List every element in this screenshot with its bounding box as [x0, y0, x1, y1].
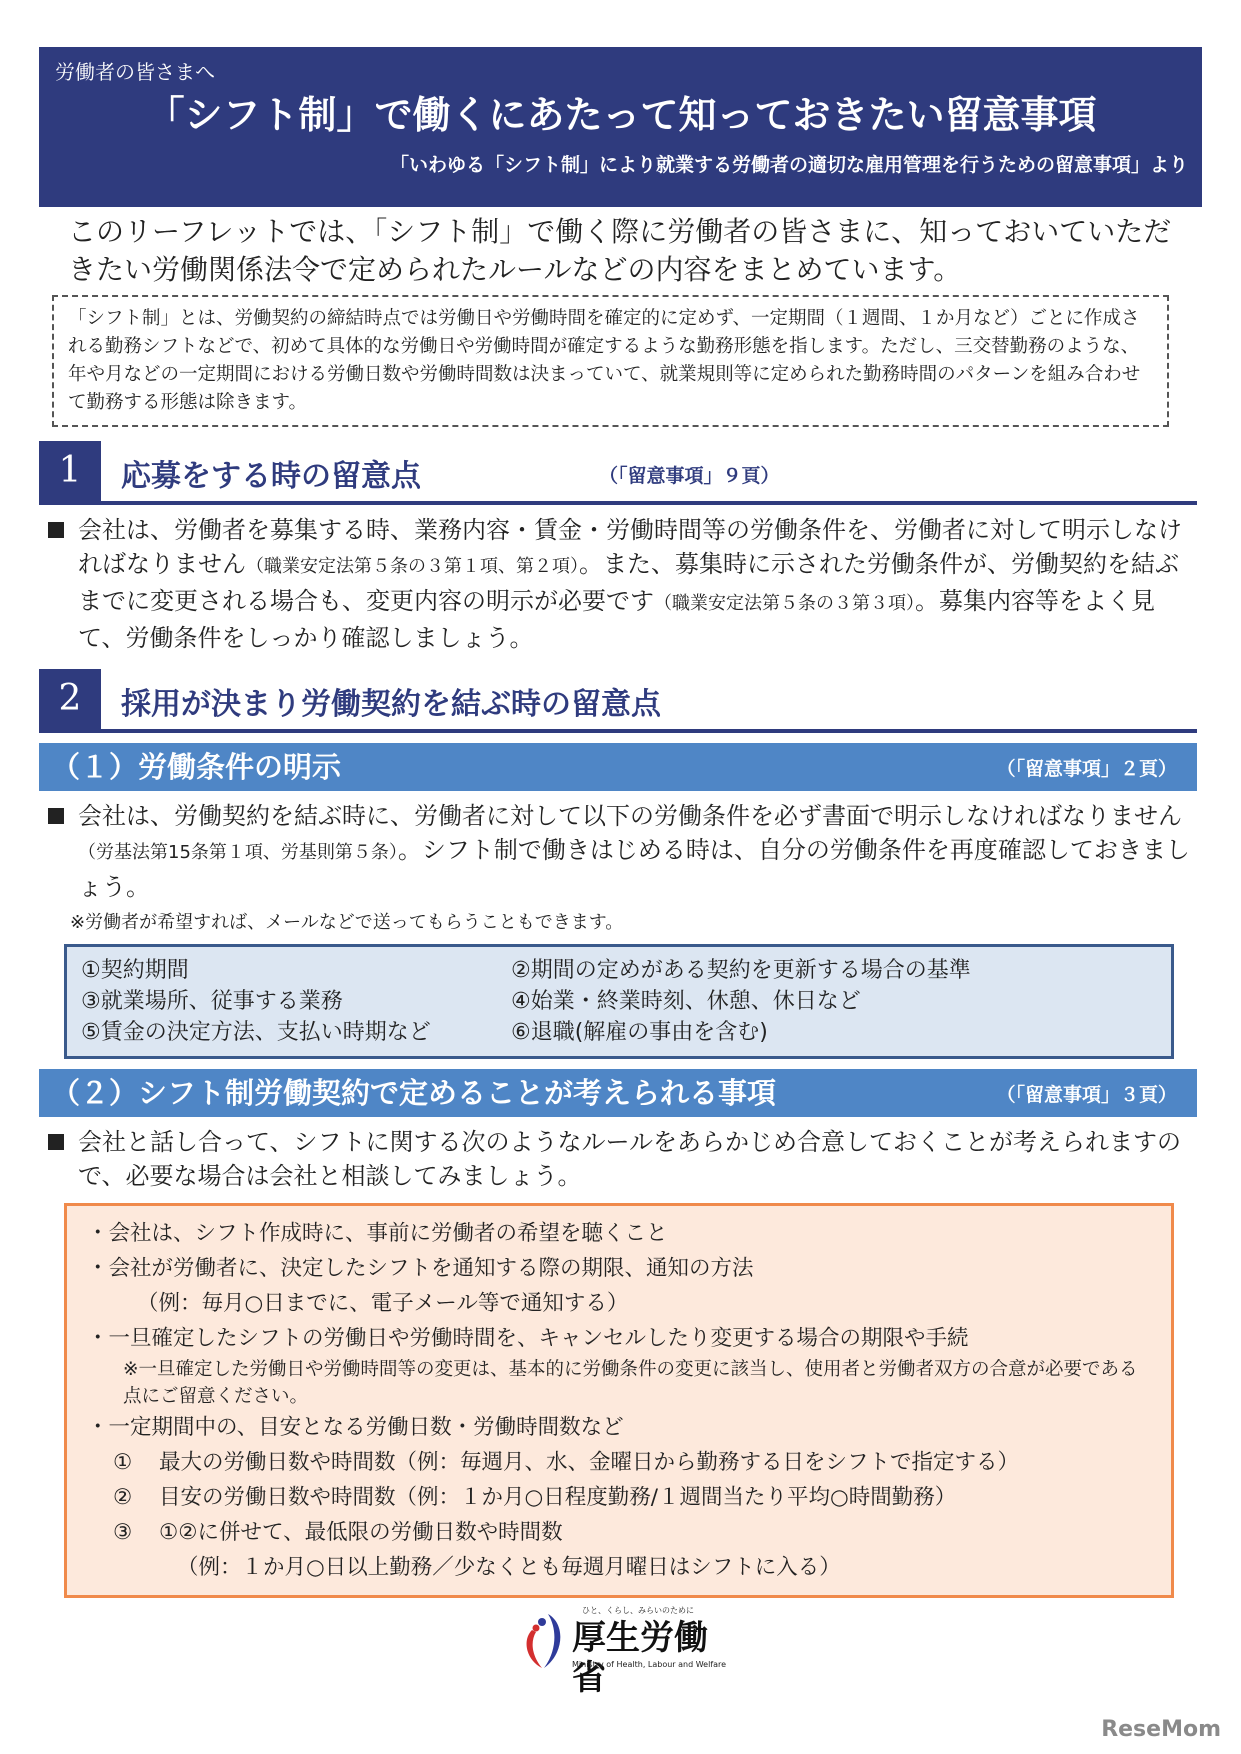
condition-item: ⑥退職(解雇の事由を含む)	[511, 1020, 768, 1045]
item-text: 最大の労働日数や時間数（例：毎週月、水、金曜日から勤務する日をシフトで指定する）	[159, 1450, 1020, 1475]
rule-item: ・一定期間中の、目安となる労働日数・労働時間数など	[87, 1415, 624, 1440]
item-number: ②	[113, 1485, 133, 1510]
mhlw-emblem-icon	[518, 1610, 568, 1670]
subsection-ref: （「留意事項」３頁）	[996, 1083, 1177, 1106]
condition-item: ④始業・終業時刻、休憩、休日など	[511, 989, 861, 1014]
logo-name: 厚生労働省	[572, 1618, 708, 1698]
section-title: 応募をする時の留意点	[121, 459, 421, 494]
rule-example: （例：１か月○日以上勤務／少なくとも毎週月曜日はシフトに入る）	[177, 1555, 841, 1580]
bullet-square-icon	[48, 522, 64, 538]
rule-subitem	[87, 1445, 1151, 1480]
section-2-heading	[39, 669, 1197, 733]
section-title: 採用が決まり労働契約を結ぶ時の留意点	[121, 687, 661, 722]
rule-item: ・一旦確定したシフトの労働日や労働時間を、キャンセルしたり変更する場合の期限や手続	[87, 1326, 969, 1351]
section-1-heading	[39, 441, 1197, 505]
law-ref: （労基法第15条第１項、労基則第５条）	[78, 842, 398, 863]
rule-example: （例：毎月○日までに、電子メール等で通知する）	[137, 1291, 629, 1316]
subsection-1-bar	[39, 743, 1197, 791]
text: 会社は、労働契約を結ぶ時に、労働者に対して以下の労働条件を必ず書面で明示しなければなりません	[78, 802, 1182, 830]
section-number: 2	[39, 669, 101, 729]
condition-item: ①契約期間	[81, 958, 189, 983]
text: 。シフト制で働きはじめる時は、自分の労働条件を再度確認しておきましょう。	[78, 836, 1190, 901]
condition-item: ③就業場所、従事する業務	[81, 989, 343, 1014]
rule-note: ※一旦確定した労働日や労働時間等の変更は、基本的に労働条件の変更に該当し、使用者と労働者双方の合意が必要である点にご留意ください。	[123, 1359, 1138, 1407]
logo-english: Ministry of Health, Labour and Welfare	[572, 1660, 727, 1669]
item-number: ①	[113, 1450, 133, 1475]
subsection-2-paragraph	[48, 1125, 1198, 1193]
text: 。募集内容等をよく見て、労働条件をしっかり確認しましょう。	[78, 587, 1155, 652]
bullet-square-icon	[48, 1134, 64, 1150]
bullet-square-icon	[48, 808, 64, 824]
item-number: ③	[113, 1520, 133, 1545]
definition-box: 「シフト制」とは、労働契約の締結時点では労働日や労働時間を確定的に定めず、一定期間（１週間、１か月など）ごとに作成される勤務シフトなどで、初めて具体的な労働日や労働時間が確定するような勤務形態を指します。ただし、三交替勤務のような、年や月などの一定期間における労働日数や労働時間数は決まっていて、就業規則等に定められた勤務時間のパターンを組み合わせて勤務する形態は除きます。	[52, 295, 1169, 427]
rule-subitem	[87, 1515, 1151, 1550]
header-banner	[39, 47, 1202, 207]
condition-item: ②期間の定めがある契約を更新する場合の基準	[511, 958, 971, 983]
subsection-title: （１）労働条件の明示	[51, 750, 342, 784]
mhlw-logo	[518, 1606, 728, 1698]
text: 会社は、労働者を募集する時、業務内容・賃金・労働時間等の労働条件を、労働者に対して明示しなければなりません	[78, 516, 1182, 578]
subsection-ref: （「留意事項」２頁）	[996, 757, 1177, 780]
conditions-box	[64, 944, 1174, 1059]
watermark: ReseMom	[1101, 1717, 1221, 1742]
source-note: 「いわゆる「シフト制」により就業する労働者の適切な雇用管理を行うための留意事項」より	[389, 154, 1188, 176]
text: 会社と話し合って、シフトに関する次のようなルールをあらかじめ合意しておくことが考えられますので、必要な場合は会社と相談してみましょう。	[78, 1128, 1182, 1190]
item-text: ①②に併せて、最低限の労働日数や時間数	[159, 1520, 563, 1545]
subsection-1-paragraph	[48, 799, 1198, 904]
section-1-paragraph	[48, 513, 1198, 655]
subsection-title: （２）シフト制労働契約で定めることが考えられる事項	[51, 1076, 777, 1110]
law-ref: （職業安定法第５条の３第１項、第２項）	[246, 556, 579, 577]
section-ref: （「留意事項」９頁）	[599, 465, 780, 487]
shift-rules-box	[64, 1203, 1174, 1598]
law-ref: （職業安定法第５条の３第３項）	[654, 593, 915, 614]
text: 。また、募集時に示された労働条件が、労働契約を結ぶまでに変更される場合も、変更内容の明示が必要です	[78, 550, 1179, 615]
rule-item: ・会社が労働者に、決定したシフトを通知する際の期限、通知の方法	[87, 1256, 754, 1281]
rule-subitem	[87, 1480, 1151, 1515]
intro-text: このリーフレットでは、「シフト制」で働く際に労働者の皆さまに、知っておいていただきたい労働関係法令で定められたルールなどの内容をまとめています。	[68, 215, 1172, 286]
email-note: ※労働者が希望すれば、メールなどで送ってもらうこともできます。	[70, 912, 624, 933]
section-number: 1	[39, 441, 101, 501]
page-title: 「シフト制」で働くにあたって知っておきたい留意事項	[146, 93, 1097, 137]
audience-label: 労働者の皆さまへ	[55, 60, 215, 84]
rule-item: ・会社は、シフト作成時に、事前に労働者の希望を聴くこと	[87, 1221, 668, 1246]
condition-item: ⑤賃金の決定方法、支払い時期など	[81, 1020, 431, 1045]
item-text: 目安の労働日数や時間数（例：１か月○日程度勤務/１週間当たり平均○時間勤務）	[159, 1485, 957, 1510]
subsection-2-bar	[39, 1069, 1197, 1117]
logo-tagline: ひと、くらし、みらいのために	[582, 1606, 694, 1615]
